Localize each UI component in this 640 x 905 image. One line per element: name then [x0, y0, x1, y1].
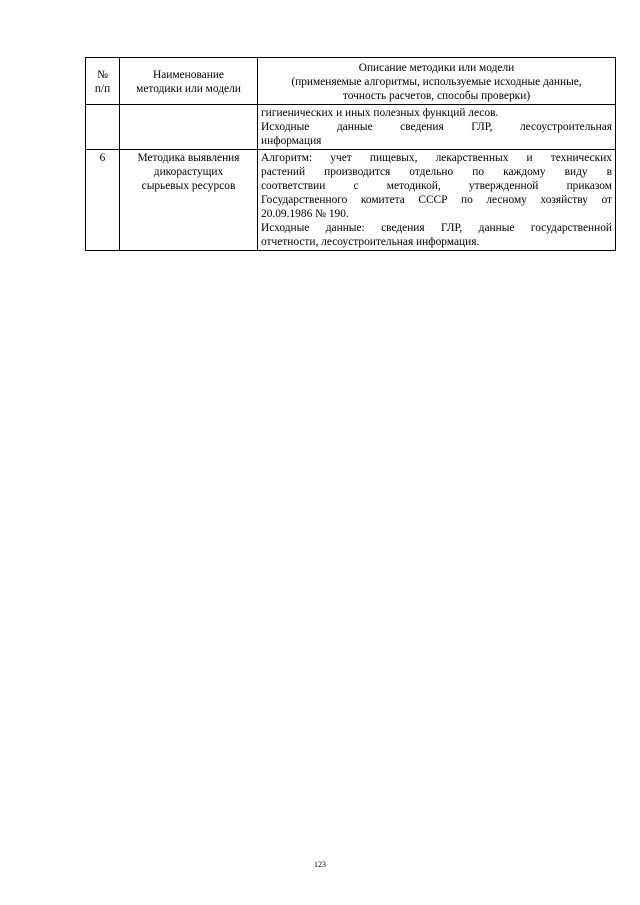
row-number-cell: 6	[86, 150, 120, 251]
method-name-line: дикорастущих	[153, 166, 224, 178]
description-line: информация	[261, 135, 322, 147]
description-line: Исходные данные: сведения ГЛР, данные государственной	[261, 222, 612, 234]
description-line: гигиенических и иных полезных функций лесов.	[261, 107, 499, 119]
header-method-name-line: методики или модели	[136, 83, 241, 95]
header-description-line: точность расчетов, способы проверки)	[342, 90, 531, 102]
method-name-line: сырьевых ресурсов	[141, 180, 236, 192]
method-name-cell	[120, 105, 258, 150]
method-name-cell	[120, 150, 258, 251]
methods-table	[85, 57, 616, 251]
header-description-line: Описание методики или модели	[358, 62, 515, 74]
description-line: соответствии с методикой, утвержденной приказом	[261, 180, 612, 192]
header-method-description	[258, 58, 616, 105]
table-header-row	[86, 58, 616, 105]
description-line: Исходные данные сведения ГЛР, лесоустроительная	[261, 121, 612, 133]
header-description-line: (применяемые алгоритмы, используемые исходные данные,	[291, 76, 582, 88]
header-method-name-line: Наименование	[153, 69, 224, 81]
header-number-line: п/п	[94, 83, 111, 95]
description-line: растений производится отдельно по каждому виду в	[261, 166, 612, 178]
method-description-cell	[258, 105, 616, 150]
method-description-cell	[258, 150, 616, 251]
description-line: 20.09.1986 № 190.	[261, 208, 349, 220]
header-number-line: №	[97, 69, 108, 81]
description-line: Алгоритм: учет пищевых, лекарственных и технических	[261, 152, 612, 164]
table-row	[86, 105, 616, 150]
header-method-name	[120, 58, 258, 105]
header-number	[86, 58, 120, 105]
row-number-cell	[86, 105, 120, 150]
description-line: Государственного комитета СССР по лесному хозяйству от	[261, 194, 612, 206]
description-line: отчетности, лесоустроительная информация.	[261, 236, 480, 248]
page-number: 123	[314, 860, 326, 869]
table-row	[86, 150, 616, 251]
method-name-line: Методика выявления	[137, 152, 240, 164]
